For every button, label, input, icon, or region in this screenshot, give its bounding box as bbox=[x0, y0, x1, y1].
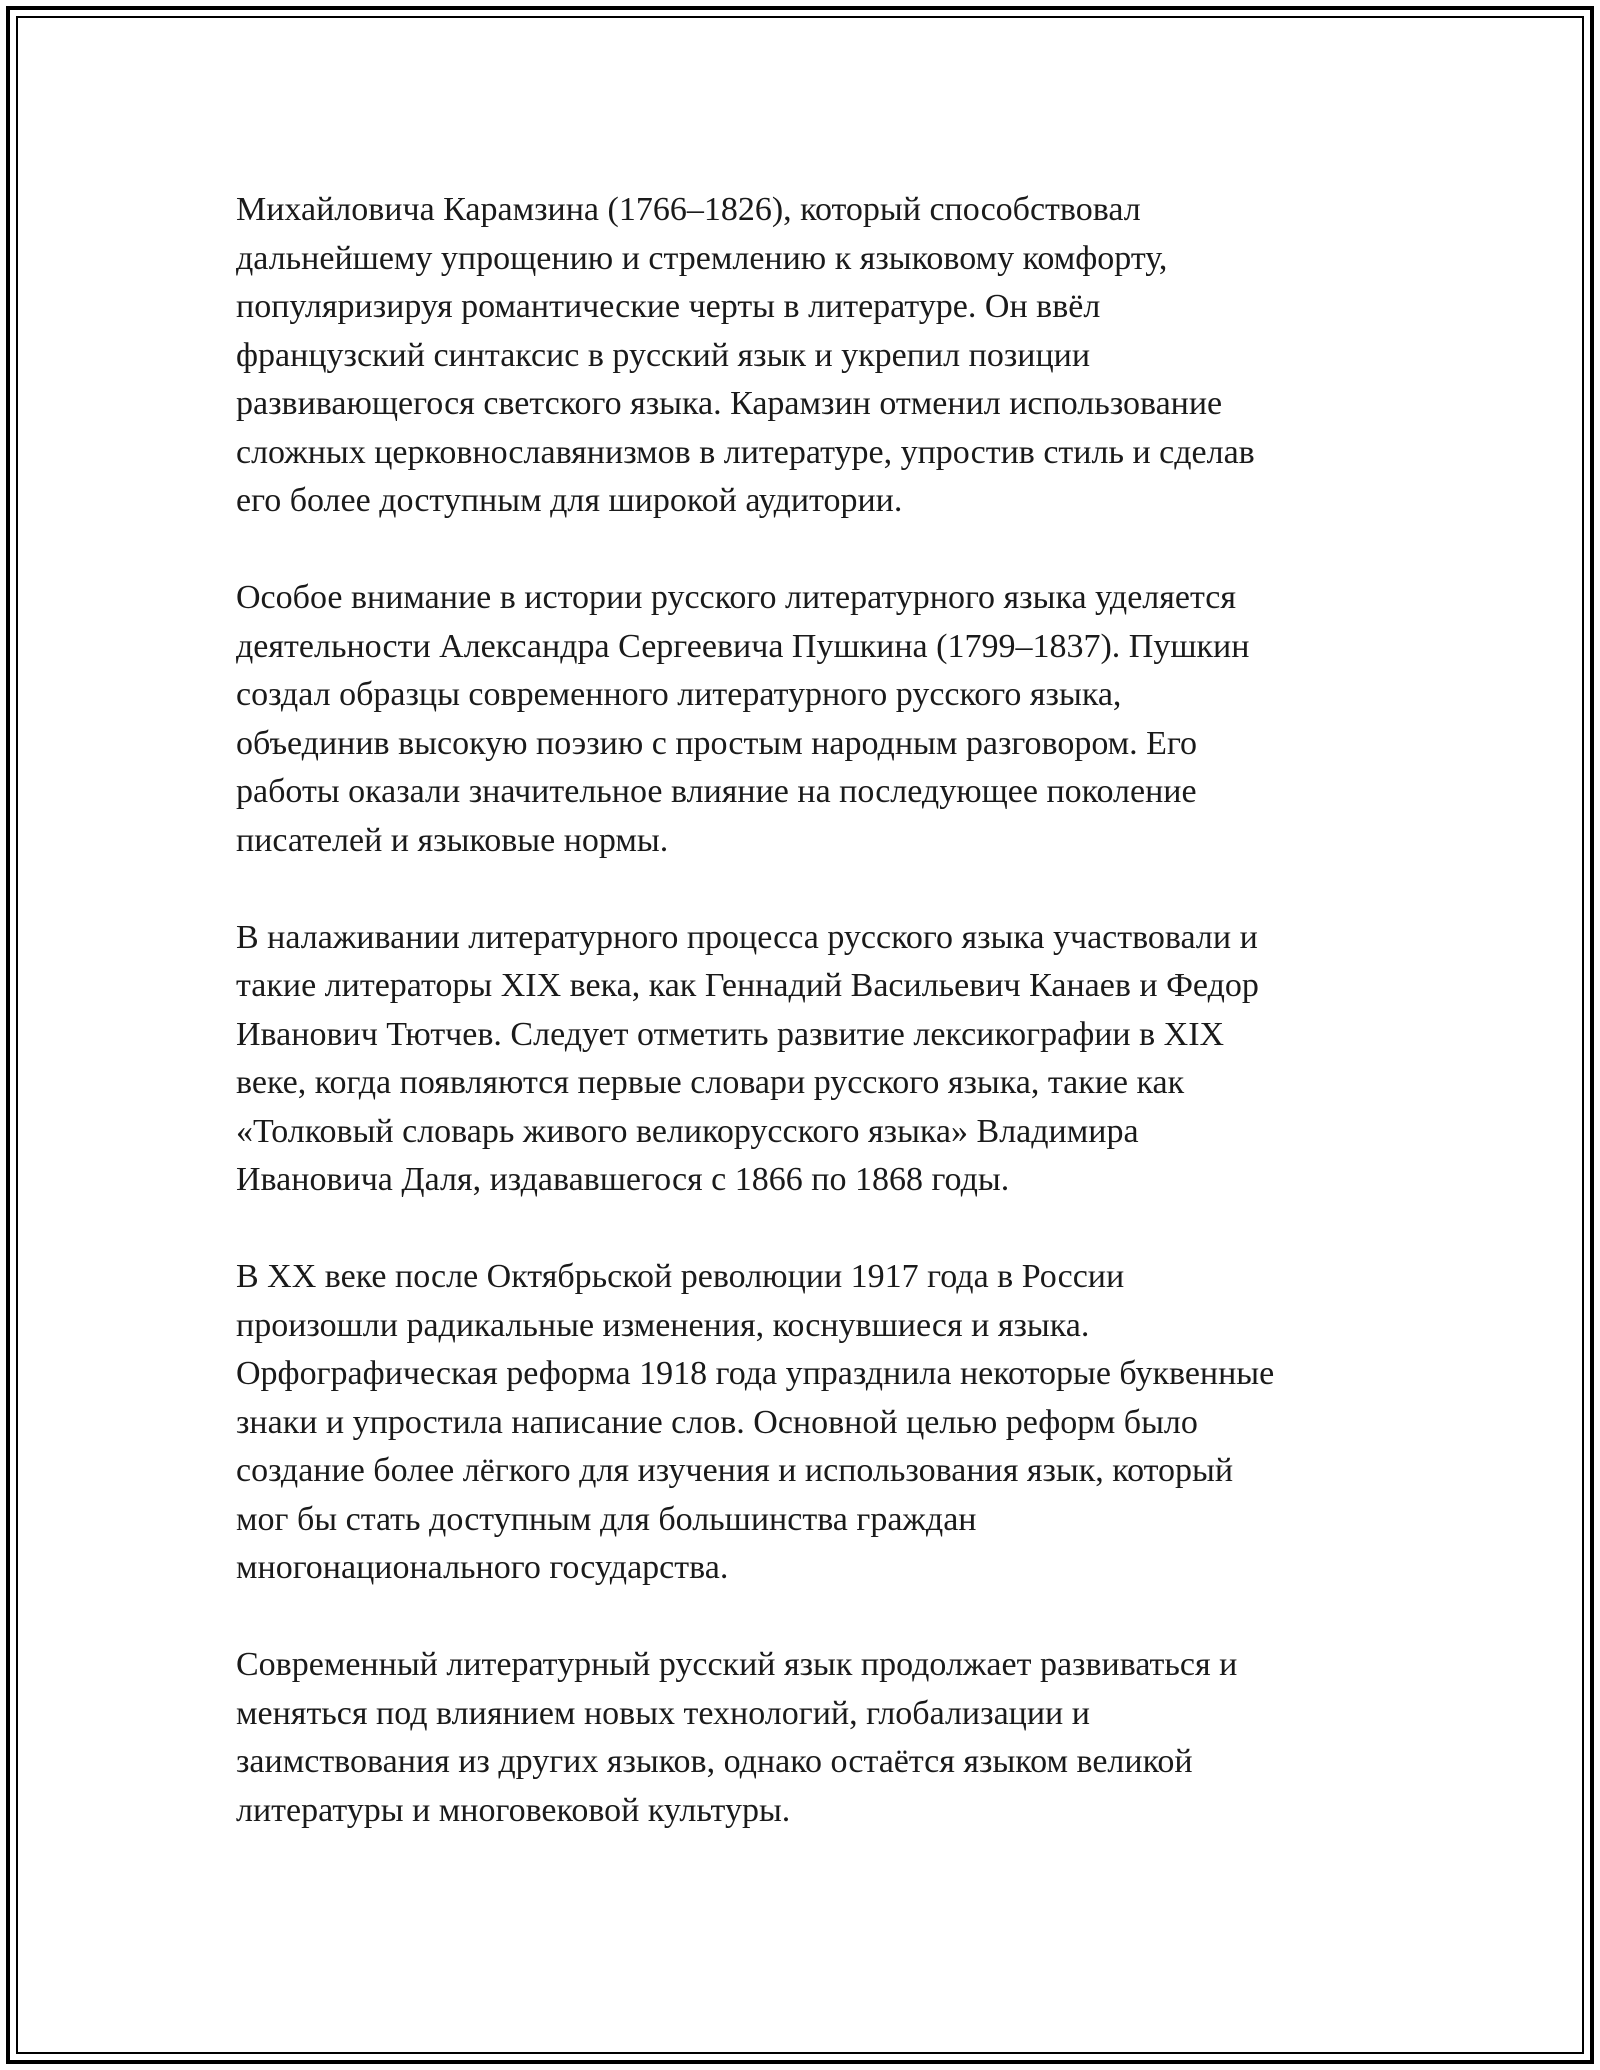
text-line: популяризируя романтические черты в литературе. Он ввёл bbox=[236, 288, 1101, 325]
text-line: «Толковый словарь живого великорусского языка» Владимира bbox=[236, 1112, 1139, 1150]
text-line: Михайловича Карамзина (1766–1826), который способствовал bbox=[236, 191, 1141, 228]
text-line: дальнейшему упрощению и стремлению к языковому комфорту, bbox=[236, 239, 1168, 277]
text-line: меняться под влиянием новых технологий, глобализации и bbox=[236, 1694, 1090, 1732]
text-line: такие литераторы XIX века, как Геннадий Васильевич Канаев и Федор bbox=[236, 967, 1259, 1004]
text-line: создал образцы современного литературного русского языка, bbox=[236, 676, 1122, 713]
text-line: Особое внимание в истории русского литературного языка уделяется bbox=[236, 579, 1236, 616]
text-line: сложных церковнославянизмов в литературе, упростив стиль и сделав bbox=[236, 433, 1255, 471]
paragraph-twentieth-century bbox=[236, 1253, 1386, 1593]
text-line: писателей и языковые нормы. bbox=[236, 821, 669, 859]
text-line: Современный литературный русский язык продолжает развиваться и bbox=[236, 1646, 1238, 1683]
text-line: объединив высокую поэзию с простым народным разговором. Его bbox=[236, 724, 1198, 762]
document-body bbox=[236, 186, 1386, 1884]
text-line: его более доступным для широкой аудитории. bbox=[236, 482, 903, 519]
text-line: В XX веке после Октябрьской революции 1917 года в России bbox=[236, 1258, 1125, 1295]
paragraph-nineteenth-century bbox=[236, 914, 1386, 1205]
text-line: веке, когда появляются первые словари русского языка, такие как bbox=[236, 1064, 1185, 1101]
text-line: французский синтаксис в русский язык и укрепил позиции bbox=[236, 336, 1091, 374]
text-line: создание более лёгкого для изучения и использования язык, который bbox=[236, 1452, 1234, 1489]
text-line: заимствования из других языков, однако остаётся языком великой bbox=[236, 1743, 1193, 1780]
text-line: Ивановича Даля, издававшегося с 1866 по 1868 годы. bbox=[236, 1161, 1010, 1198]
paragraph-karamzin bbox=[236, 186, 1386, 526]
text-line: литературы и многовековой культуры. bbox=[236, 1791, 791, 1829]
text-line: Орфографическая реформа 1918 года упразднила некоторые буквенные bbox=[236, 1355, 1275, 1392]
paragraph-pushkin bbox=[236, 574, 1386, 865]
text-line: Иванович Тютчев. Следует отметить развитие лексикографии в XIX bbox=[236, 1015, 1225, 1053]
text-line: мог бы стать доступным для большинства граждан bbox=[236, 1500, 977, 1538]
text-line: развивающегося светского языка. Карамзин отменил использование bbox=[236, 385, 1223, 422]
text-line: В налаживании литературного процесса русского языка участвовали и bbox=[236, 918, 1258, 956]
text-line: деятельности Александра Сергеевича Пушкина (1799–1837). Пушкин bbox=[236, 627, 1250, 665]
text-line: знаки и упростила написание слов. Основной целью реформ было bbox=[236, 1403, 1198, 1441]
text-line: работы оказали значительное влияние на последующее поколение bbox=[236, 773, 1197, 810]
paragraph-modern-language bbox=[236, 1641, 1386, 1835]
text-line: произошли радикальные изменения, коснувшиеся и языка. bbox=[236, 1306, 1090, 1344]
text-line: многонационального государства. bbox=[236, 1549, 729, 1586]
